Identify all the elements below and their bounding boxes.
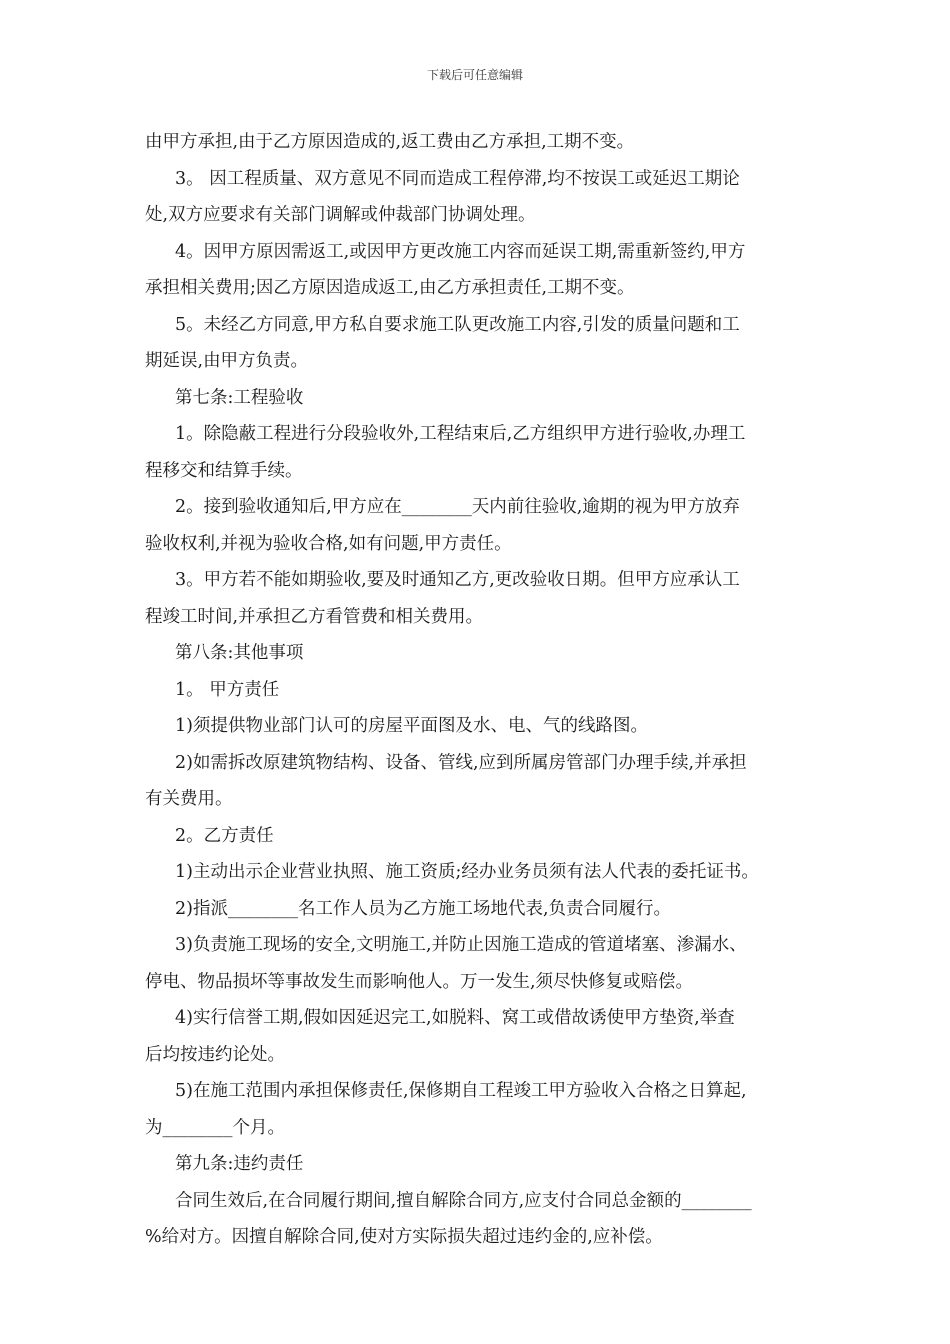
section-heading: 第八条:其他事项 — [175, 643, 304, 663]
text-line: 5。未经乙方同意,甲方私自要求施工队更改施工内容,引发的质量问题和工 — [175, 314, 740, 335]
text-line: 有关费用。 — [145, 789, 233, 809]
text-line: 验收权利,并视为验收合格,如有问题,甲方责任。 — [145, 533, 512, 554]
text-line: 1)须提供物业部门认可的房屋平面图及水、电、气的线路图。 — [175, 716, 648, 736]
text-line: 处,双方应要求有关部门调解或仲裁部门协调处理。 — [145, 205, 536, 225]
text-line: 程移交和结算手续。 — [145, 460, 303, 481]
text-line: 2)如需拆改原建筑物结构、设备、管线,应到所属房管部门办理手续,并承担 — [175, 752, 747, 773]
text-line: 2。接到验收通知后,甲方应在________天内前往验收,逾期的视为甲方放弃 — [175, 497, 740, 517]
text-line: 4)实行信誉工期,假如因延迟完工,如脱料、窝工或借故诱使甲方垫资,举查 — [175, 1008, 735, 1028]
text-line: 合同生效后,在合同履行期间,擅自解除合同方,应支付合同总金额的________ — [175, 1190, 752, 1211]
text-line: 3)负责施工现场的安全,文明施工,并防止因施工造成的管道堵塞、渗漏水、 — [175, 935, 747, 955]
text-line: 承担相关费用;因乙方原因造成返工,由乙方承担责任,工期不变。 — [145, 278, 635, 298]
text-line: %给对方。因擅自解除合同,使对方实际损失超过违约金的,应补偿。 — [145, 1227, 663, 1247]
text-line: 1。除隐蔽工程进行分段验收外,工程结束后,乙方组织甲方进行验收,办理工 — [175, 424, 746, 444]
text-line: 期延误,由甲方负责。 — [145, 351, 309, 371]
section-heading: 第九条:违约责任 — [175, 1154, 304, 1174]
text-line: 3。 因工程质量、双方意见不同而造成工程停滞,均不按误工或延迟工期论 — [175, 168, 740, 189]
text-line: 停电、物品损坏等事故发生而影响他人。万一发生,须尽快修复或赔偿。 — [145, 971, 694, 992]
text-line: 由甲方承担,由于乙方原因造成的,返工费由乙方承担,工期不变。 — [145, 132, 635, 152]
document-body — [145, 124, 809, 1256]
subsection-heading: 1。 甲方责任 — [175, 679, 280, 700]
text-line: 4。因甲方原因需返工,或因甲方更改施工内容而延误工期,需重新签约,甲方 — [175, 241, 746, 262]
text-line: 后均按违约论处。 — [145, 1044, 285, 1065]
subsection-heading: 2。乙方责任 — [175, 825, 274, 846]
page-header-note: 下载后可任意编辑 — [426, 68, 523, 82]
text-line: 程竣工时间,并承担乙方看管费和相关费用。 — [145, 606, 484, 627]
text-line: 为________个月。 — [145, 1117, 285, 1138]
text-line: 2)指派________名工作人员为乙方施工场地代表,负责合同履行。 — [175, 898, 672, 919]
text-line: 3。甲方若不能如期验收,要及时通知乙方,更改验收日期。但甲方应承认工 — [175, 570, 740, 590]
text-line: 5)在施工范围内承担保修责任,保修期自工程竣工甲方验收入合格之日算起, — [175, 1081, 747, 1101]
section-heading: 第七条:工程验收 — [175, 387, 304, 408]
text-line: 1)主动出示企业营业执照、施工资质;经办业务员须有法人代表的委托证书。 — [175, 862, 759, 882]
